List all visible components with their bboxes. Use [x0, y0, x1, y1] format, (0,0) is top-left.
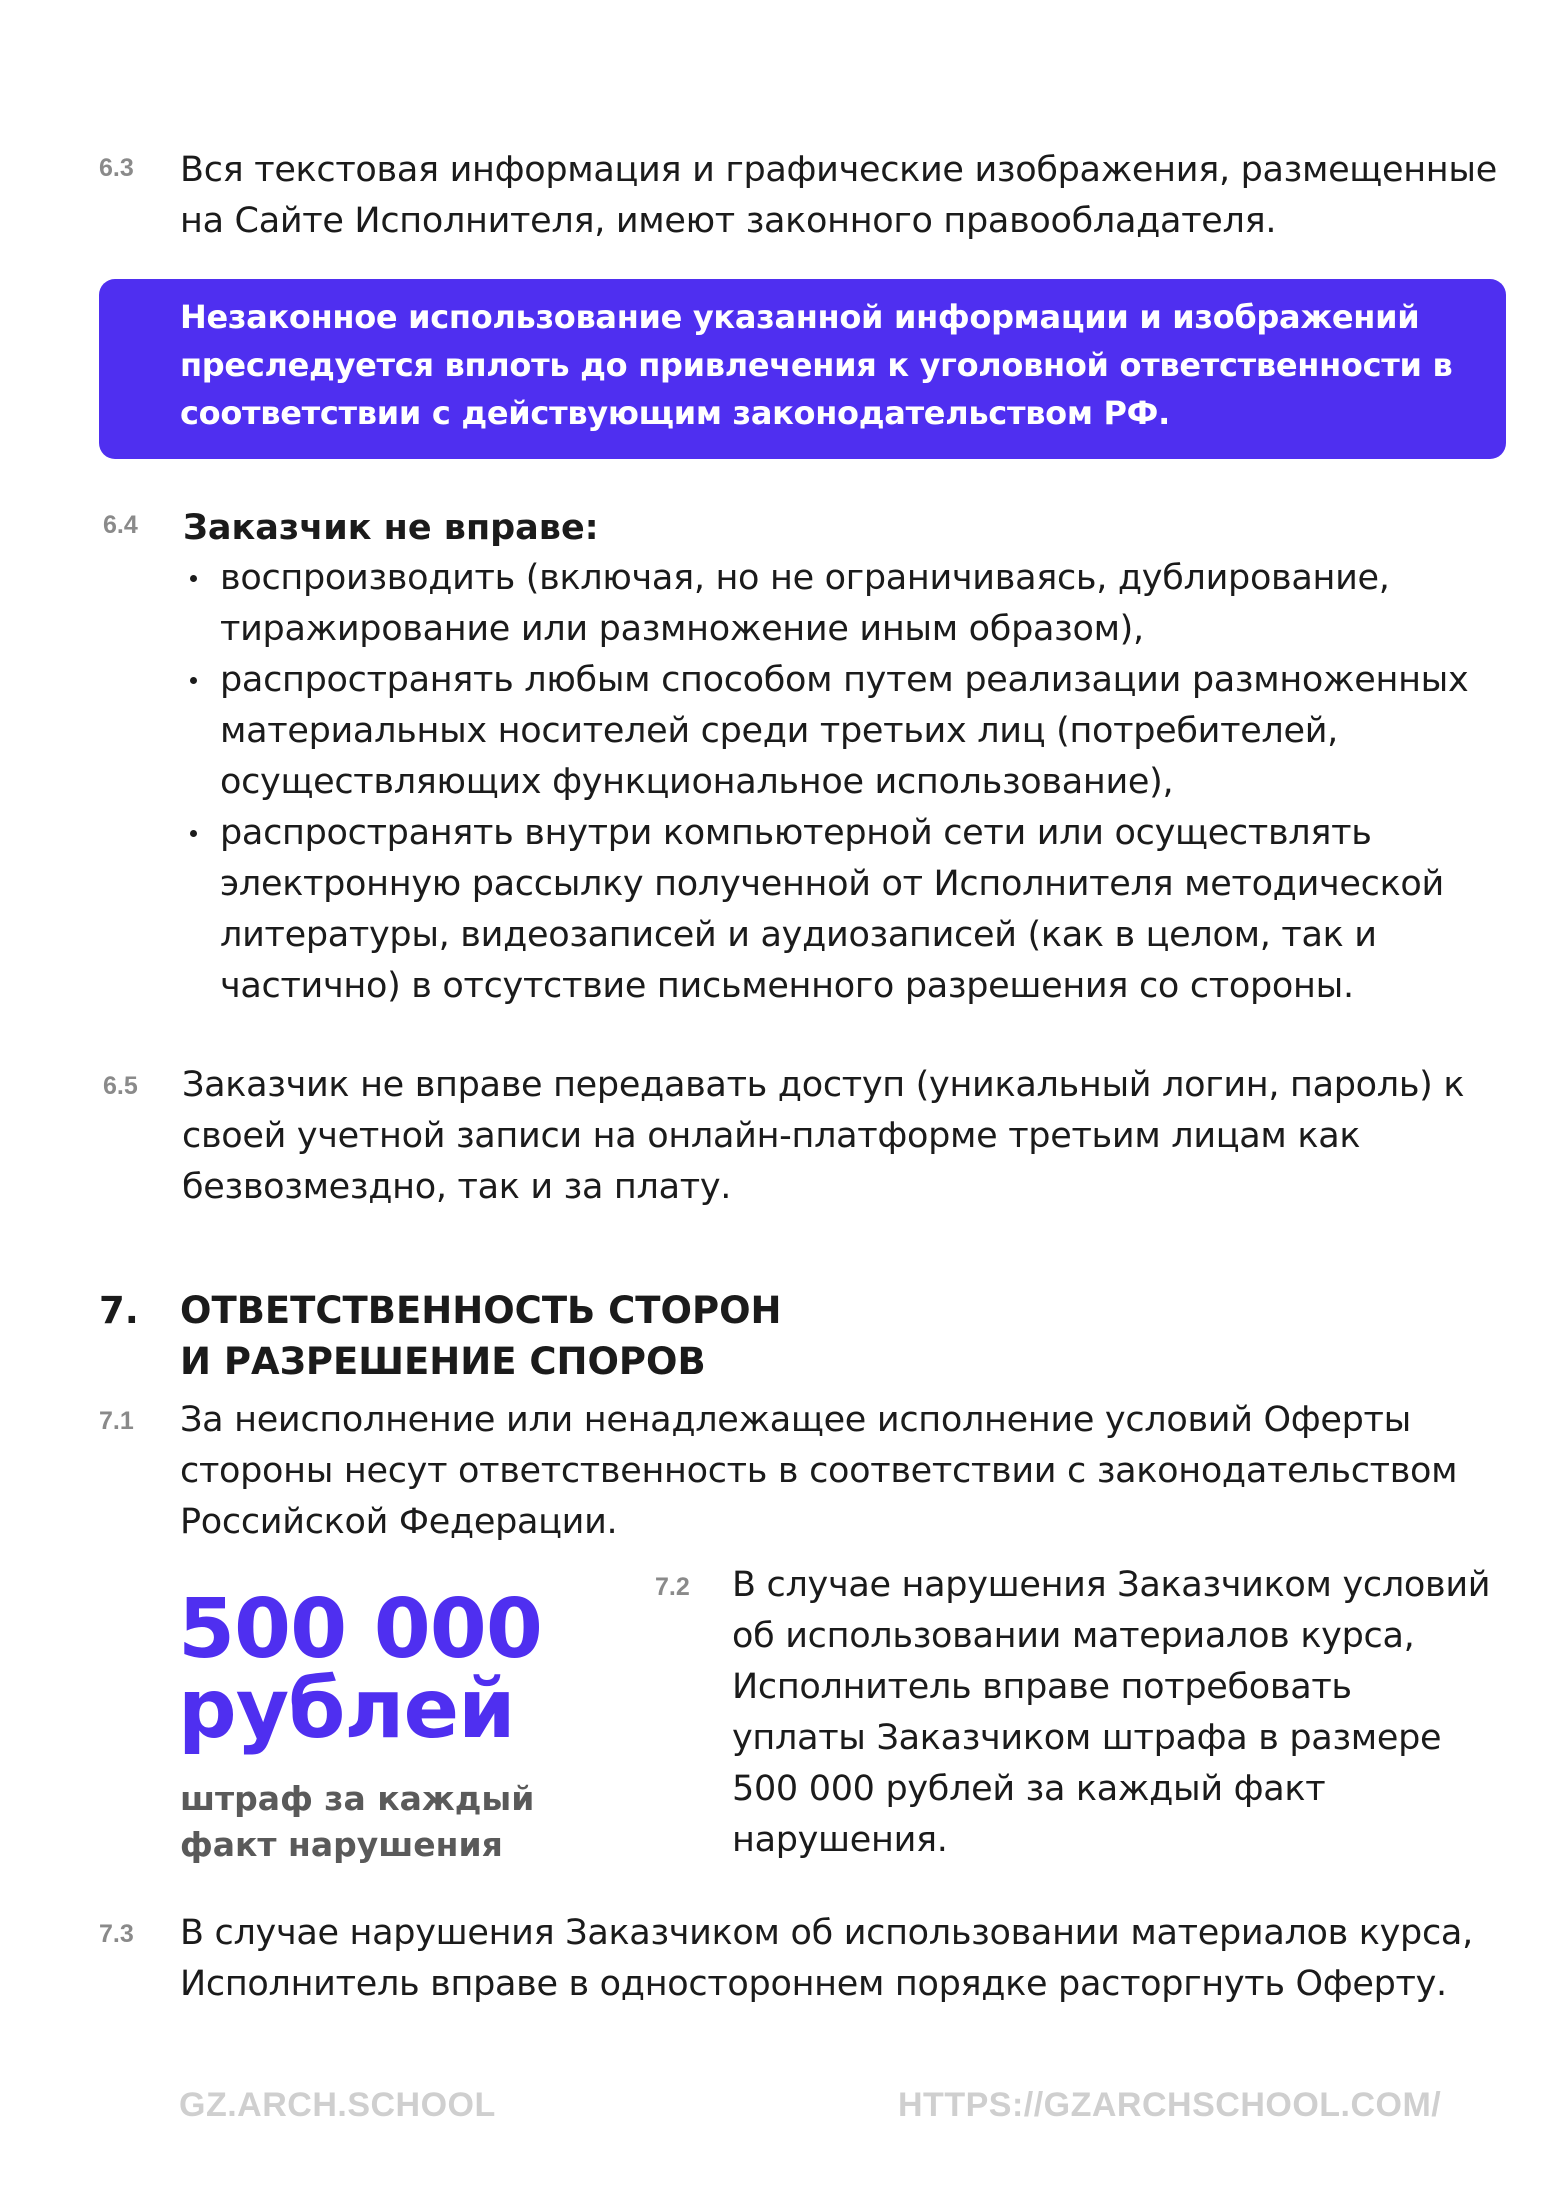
section-7-title-line-1: ОТВЕТСТВЕННОСТЬ СТОРОН — [180, 1289, 782, 1332]
list-item-text: распространять внутри компьютерной сети или осуществлять электронную рассылку полученной от Исполнителя методической литературы, видеозаписей и аудиозаписей (как в целом, так и частично) в отсутствие письменного разрешения со стороны. — [220, 813, 1444, 1006]
bullet-icon — [190, 830, 197, 837]
clause-7-2-text: В случае нарушения Заказчиком условий об использовании материалов курса, Исполнитель вправе потребовать уплаты Заказчиком штрафа в размере 500 000 рублей за каждый факт нарушения. — [732, 1565, 1491, 1860]
penalty-amount-currency: рублей — [178, 1662, 515, 1757]
penalty-caption: штраф за каждый факт нарушения — [180, 1779, 535, 1864]
clause-number-7-1: 7.1 — [99, 1407, 134, 1435]
list-item — [184, 655, 1494, 808]
warning-callout — [99, 279, 1506, 459]
warning-callout-text: Незаконное использование указанной информации и изображений преследуется вплоть до привлечения к уголовной ответственности в соответствии с действующим законодательством РФ. — [180, 298, 1453, 432]
clause-6-3-text: Вся текстовая информация и графические изображения, размещенные на Сайте Исполнителя, имеют законного правообладателя. — [180, 150, 1497, 241]
list-item-text: распространять любым способом путем реализации размноженных материальных носителей среди третьих лиц (потребителей, осуществляющих функциональное использование), — [220, 660, 1469, 802]
bullet-icon — [190, 575, 197, 582]
section-7-title — [180, 1285, 782, 1387]
clause-7-3-text: В случае нарушения Заказчиком об использовании материалов курса, Исполнитель вправе в одностороннем порядке расторгнуть Оферту. — [180, 1913, 1473, 2004]
list-item-text: воспроизводить (включая, но не ограничиваясь, дублирование, тиражирование или размножение иным образом), — [220, 558, 1390, 649]
clause-7-1-text: За неисполнение или ненадлежащее исполнение условий Оферты стороны несут ответственность в соответствии с законодательством Российской Федерации. — [180, 1400, 1458, 1542]
section-number-7: 7. — [99, 1289, 139, 1332]
section-7-title-line-2: И РАЗРЕШЕНИЕ СПОРОВ — [180, 1340, 706, 1383]
list-item — [184, 808, 1494, 1012]
list-item — [184, 553, 1494, 655]
clause-6-4-heading: Заказчик не вправе: — [183, 508, 599, 548]
penalty-amount-value: 500 000 — [178, 1582, 542, 1677]
penalty-amount — [178, 1582, 542, 1757]
clause-number-6-5: 6.5 — [103, 1072, 138, 1100]
clause-number-7-2: 7.2 — [655, 1573, 690, 1601]
footer-brand: GZ.ARCH.SCHOOL — [179, 2086, 496, 2124]
prohibitions-list — [184, 553, 1494, 1012]
clause-number-7-3: 7.3 — [99, 1920, 134, 1948]
bullet-icon — [190, 677, 197, 684]
footer-url[interactable]: HTTPS://GZARCHSCHOOL.COM/ — [898, 2086, 1442, 2124]
clause-number-6-4: 6.4 — [103, 511, 138, 539]
clause-number-6-3: 6.3 — [99, 154, 134, 182]
clause-6-5-text: Заказчик не вправе передавать доступ (уникальный логин, пароль) к своей учетной записи на онлайн-платформе третьим лицам как безвозмездно, так и за плату. — [182, 1065, 1465, 1207]
